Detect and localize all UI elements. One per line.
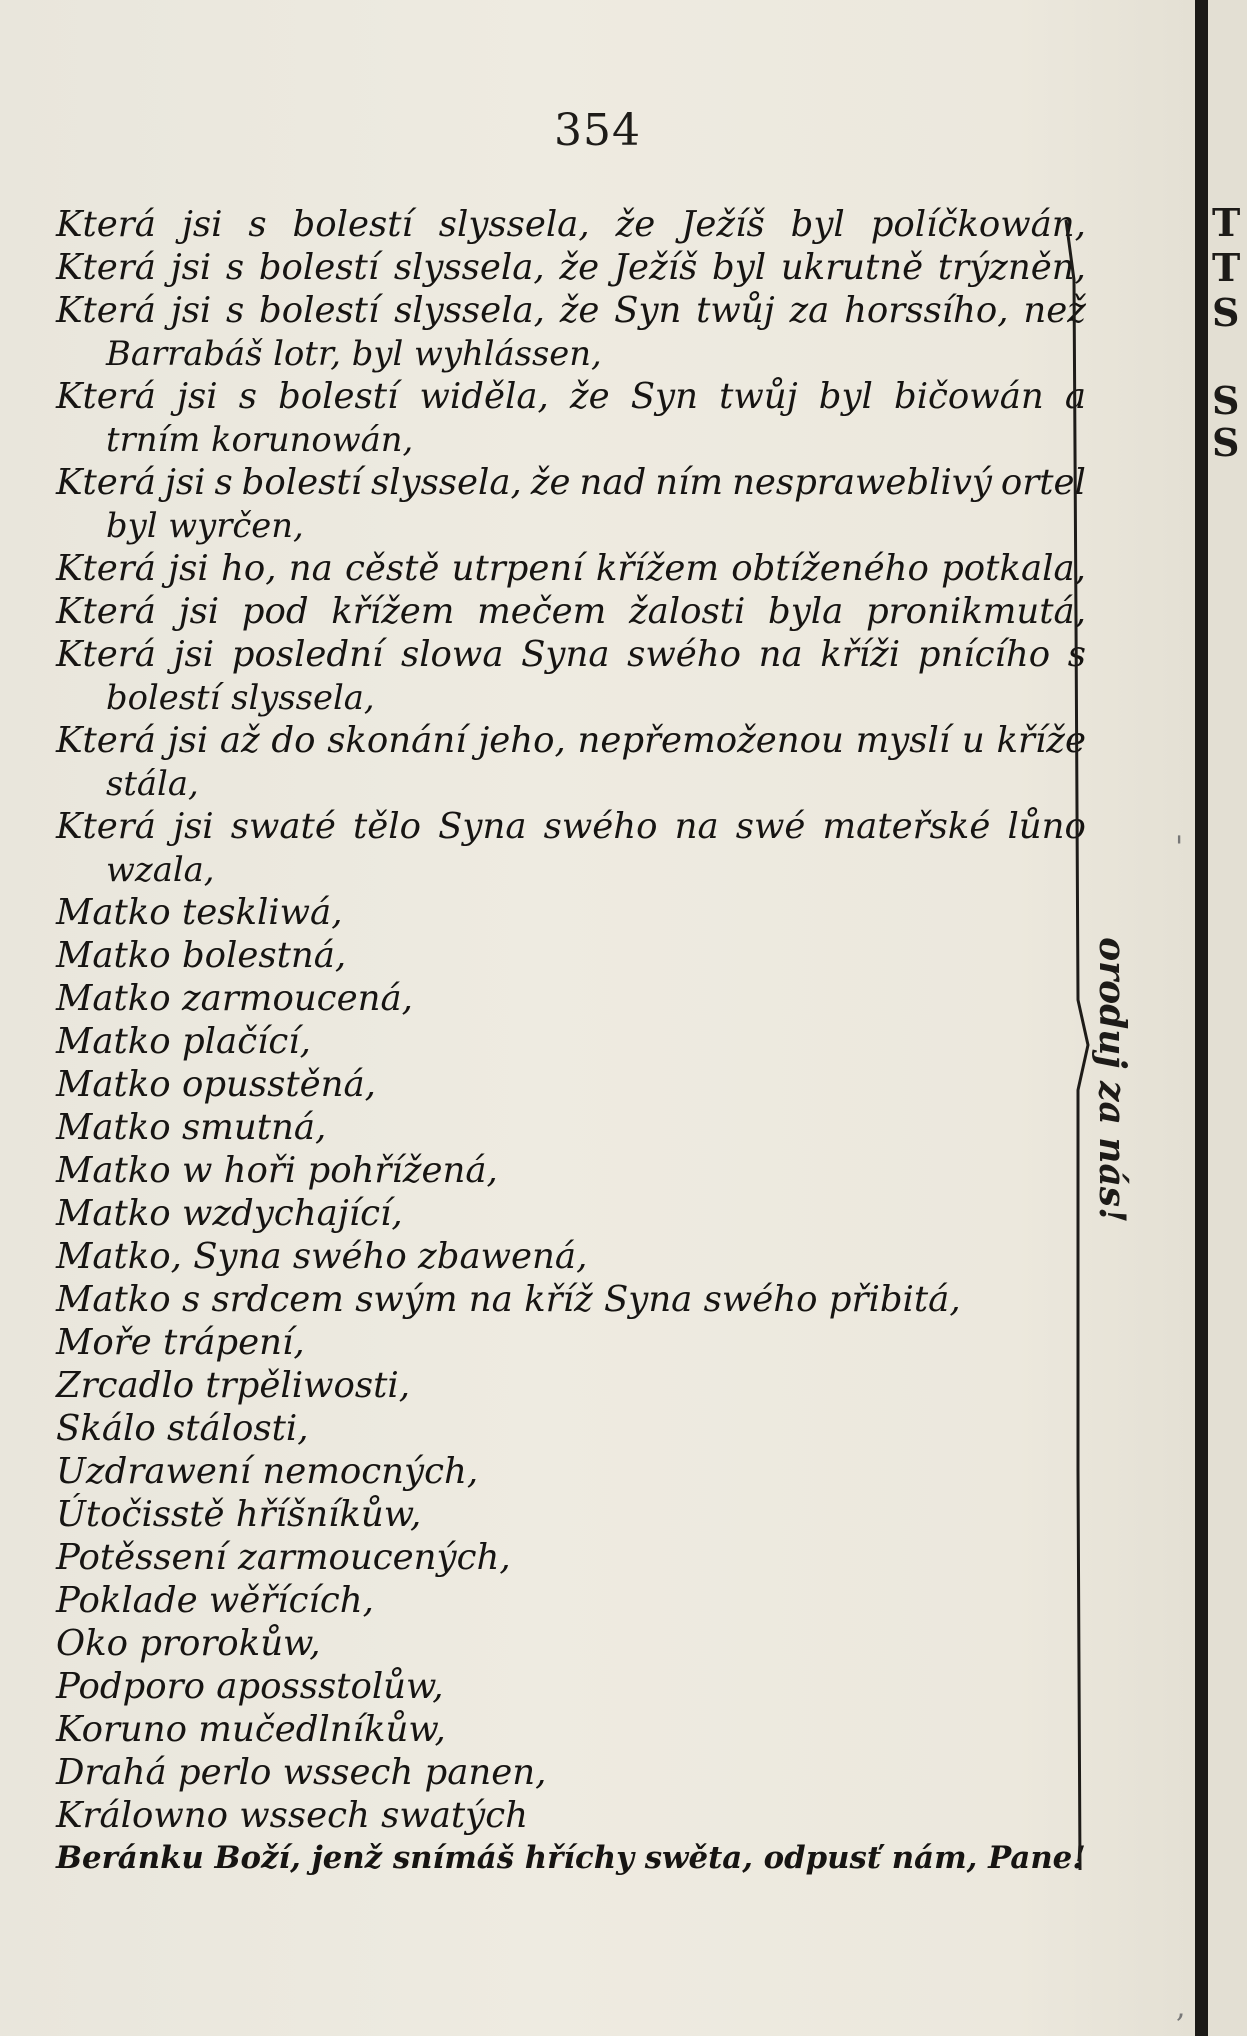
word: widěla, — [419, 376, 549, 417]
word: poslední — [231, 634, 384, 675]
litany-line-continued: stála, — [106, 764, 199, 803]
word: Která — [56, 247, 156, 288]
word: mateřské — [822, 806, 991, 847]
word: myslí — [855, 720, 951, 761]
word: jsi — [170, 290, 212, 331]
litany-line — [56, 246, 1086, 289]
word: jsi — [164, 462, 206, 503]
word: za — [789, 290, 830, 331]
word: s — [238, 376, 257, 417]
invocation-line: Potěssení zarmoucených, — [56, 1537, 511, 1578]
word: Která — [56, 204, 156, 245]
word: Ježíš — [613, 247, 698, 288]
word: na — [288, 548, 333, 589]
litany-line-continued: Barrabáš lotr, byl wyhlássen, — [106, 334, 602, 373]
word: Která — [56, 462, 156, 503]
word: swého — [627, 634, 741, 675]
word: ortel — [1000, 462, 1086, 503]
side-note-text: oroduj za nás! — [1091, 937, 1133, 1223]
word: jsi — [178, 591, 220, 632]
invocation-line: Oko prorokůw, — [56, 1623, 321, 1664]
word: jsi — [181, 204, 223, 245]
word: až — [219, 720, 260, 761]
word: Která — [56, 376, 156, 417]
word: swého — [543, 806, 658, 847]
word: slyssela, — [393, 247, 545, 288]
word: Která — [56, 720, 156, 761]
word: jsi — [173, 634, 215, 675]
litany-line — [56, 633, 1086, 676]
word: jsi — [177, 376, 218, 417]
word: Syn — [614, 290, 682, 331]
word: políčkowán, — [870, 204, 1086, 245]
word: byl — [711, 247, 767, 288]
word: slowa — [400, 634, 504, 675]
word: u — [961, 720, 985, 761]
litany-line-continued: byl wyrčen, — [106, 506, 304, 545]
litany-line — [56, 719, 1086, 762]
word: utrpení — [451, 548, 584, 589]
word: kříži — [820, 634, 901, 675]
invocation-line: Matko bolestná, — [56, 935, 347, 976]
word: jeho, — [478, 720, 566, 761]
word: twůj — [696, 290, 775, 331]
word: byl — [790, 204, 845, 245]
word: nad — [579, 462, 647, 503]
word: s — [1067, 634, 1086, 675]
word: Syn — [630, 376, 698, 417]
adjacent-fragment: S — [1212, 290, 1240, 335]
litany-line — [56, 547, 1086, 590]
word: Syna — [521, 634, 610, 675]
word: byla — [768, 591, 844, 632]
word: že — [530, 462, 571, 503]
word: jsi — [173, 806, 214, 847]
word: obtíženého — [731, 548, 929, 589]
page-number: 354 — [554, 105, 641, 156]
word: horssího, — [844, 290, 1009, 331]
litany-line-continued: trním korunowán, — [106, 420, 414, 459]
word: s — [226, 290, 245, 331]
word: že — [615, 204, 656, 245]
word: swé — [735, 806, 806, 847]
word: že — [559, 290, 600, 331]
invocation-line: Matko, Syna swého zbawená, — [56, 1236, 588, 1277]
word: Která — [56, 290, 156, 331]
word: jsi — [170, 247, 212, 288]
word: Která — [56, 634, 156, 675]
invocation-line: Matko zarmoucená, — [56, 978, 413, 1019]
invocation-line: Matko s srdcem swým na kříž Syna swého přibitá, — [56, 1279, 961, 1320]
litany-line-continued: bolestí slyssela, — [106, 678, 375, 717]
invocation-line: Útočisstě hříšníkůw, — [56, 1494, 422, 1535]
invocation-line: Moře trápení, — [56, 1322, 305, 1363]
word: ukrutně — [780, 247, 924, 288]
word: nepřemoženou — [577, 720, 844, 761]
agnus-dei-line: Beránku Boží, jenž snímáš hříchy swěta, odpusť nám, Pane! — [56, 1840, 1086, 1876]
word: s — [214, 462, 233, 503]
word: jsi — [168, 548, 209, 589]
invocation-line: Koruno mučedlníkůw, — [56, 1709, 446, 1750]
word: bolestí — [241, 462, 362, 503]
word: slyssela, — [370, 462, 522, 503]
word: na — [674, 806, 719, 847]
litany-line-continued: wzala, — [106, 850, 215, 889]
word: křížem — [595, 548, 720, 589]
word: bolestí — [278, 376, 399, 417]
word: cěstě — [344, 548, 440, 589]
word: do — [271, 720, 316, 761]
word: tělo — [352, 806, 421, 847]
side-note-oroduj — [1082, 910, 1142, 1250]
page-mark: ' — [1175, 830, 1184, 865]
word: že — [569, 376, 610, 417]
word: pnícího — [917, 634, 1051, 675]
invocation-line: Podporo apossstolůw, — [56, 1666, 444, 1707]
word: bolestí — [259, 290, 380, 331]
invocation-line: Skálo stálosti, — [56, 1408, 309, 1449]
litany-line — [56, 805, 1086, 848]
word: jsi — [167, 720, 209, 761]
word: ho, — [220, 548, 277, 589]
word: twůj — [719, 376, 798, 417]
word: slyssela, — [394, 290, 545, 331]
litany-line — [56, 375, 1086, 418]
word: Která — [56, 591, 156, 632]
invocation-line: Drahá perlo wssech panen, — [56, 1752, 547, 1793]
invocation-line: Matko plačící, — [56, 1021, 311, 1062]
invocation-line: Králowno wssech swatých — [56, 1795, 528, 1836]
word: ním — [655, 462, 724, 503]
word: trýzněn, — [937, 247, 1086, 288]
word: Která — [56, 806, 156, 847]
word: slyssela, — [438, 204, 590, 245]
adjacent-fragment: S — [1212, 420, 1240, 465]
word: křížem — [331, 591, 455, 632]
invocation-line: Matko w hoři pohřížená, — [56, 1150, 498, 1191]
invocation-line: Zrcadlo trpěliwosti, — [56, 1365, 410, 1406]
word: žalosti — [628, 591, 746, 632]
adjacent-fragment: S — [1212, 378, 1240, 423]
invocation-line: Uzdrawení nemocných, — [56, 1451, 479, 1492]
word: s — [248, 204, 267, 245]
word: skonání — [327, 720, 467, 761]
word: pod — [241, 591, 309, 632]
invocation-line: Matko wzdychající, — [56, 1193, 403, 1234]
word: bolestí — [258, 247, 380, 288]
word: lůno — [1007, 806, 1086, 847]
word: mečem — [477, 591, 607, 632]
litany-line — [56, 289, 1086, 332]
word: kříže — [996, 720, 1086, 761]
word: na — [758, 634, 803, 675]
invocation-line: Poklade wěřících, — [56, 1580, 374, 1621]
page-mark: , — [1176, 1990, 1186, 2025]
adjacent-fragment: T — [1212, 200, 1241, 245]
litany-line — [56, 590, 1086, 633]
word: s — [225, 247, 245, 288]
adjacent-fragment: T — [1212, 245, 1241, 290]
adjacent-page-edge — [1208, 0, 1247, 2036]
invocation-line: Matko smutná, — [56, 1107, 327, 1148]
invocation-line: Matko teskliwá, — [56, 892, 343, 933]
word: byl — [818, 376, 873, 417]
word: že — [559, 247, 600, 288]
word: bolestí — [292, 204, 413, 245]
word: než — [1023, 290, 1086, 331]
word: Ježíš — [681, 204, 765, 245]
word: nespraweblivý — [732, 462, 992, 503]
word: swaté — [230, 806, 336, 847]
word: potkala, — [941, 548, 1086, 589]
word: a — [1064, 376, 1086, 417]
litany-line — [56, 461, 1086, 504]
word: Syna — [438, 806, 527, 847]
invocation-line: Matko opusstěná, — [56, 1064, 376, 1105]
word: pronikmutá, — [865, 591, 1086, 632]
word: bičowán — [893, 376, 1044, 417]
litany-text — [56, 203, 1086, 1880]
word: Která — [56, 548, 156, 589]
litany-line — [56, 203, 1086, 246]
